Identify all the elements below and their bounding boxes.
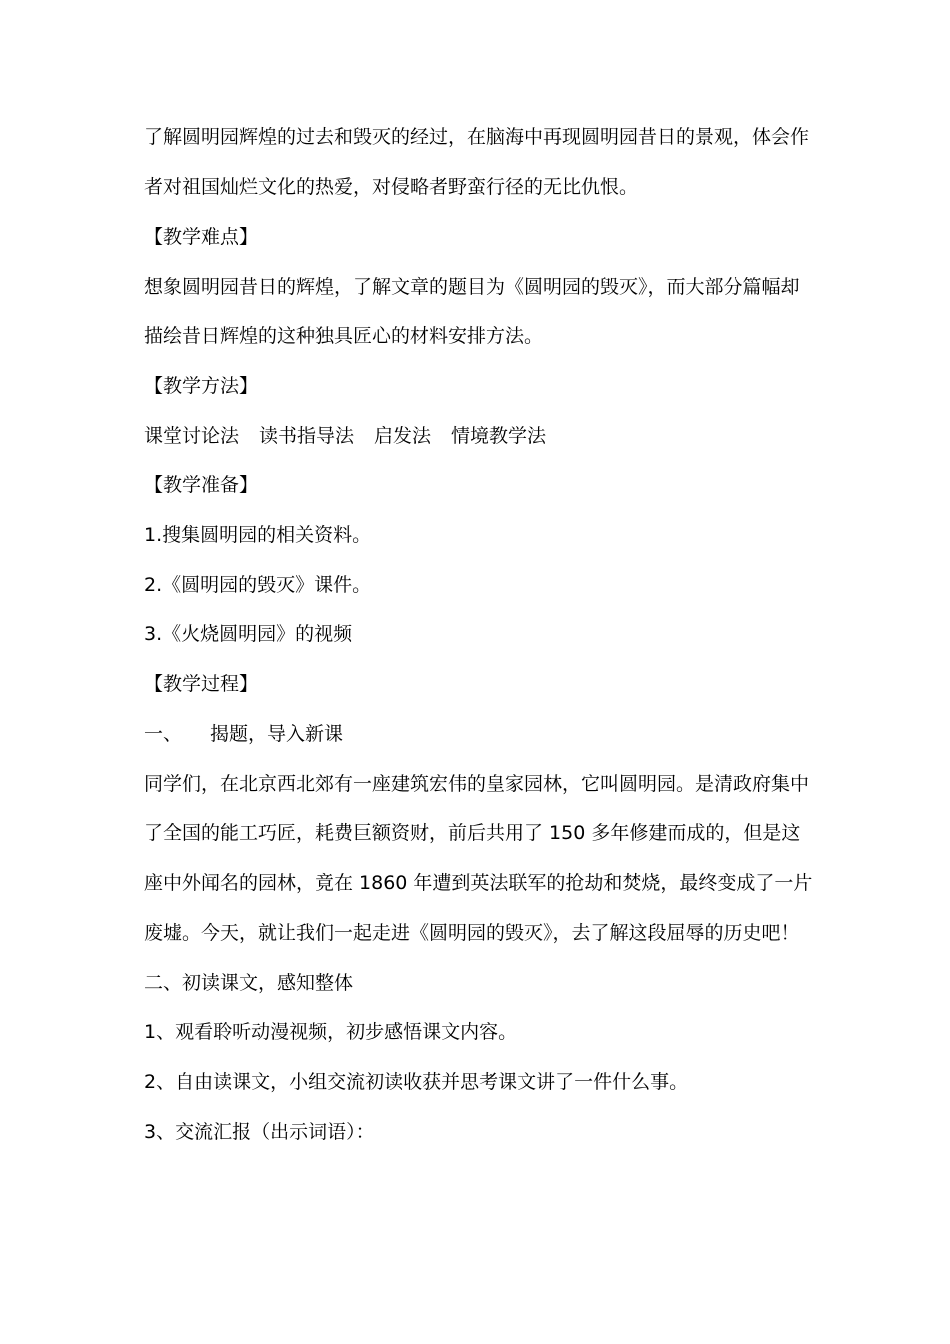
prep-item-3: 3.《火烧圆明园》的视频 [144,623,353,645]
method-item: 情境教学法 [451,425,547,447]
difficulty-heading: 【教学难点】 [144,226,259,248]
section-1-title: 揭题，导入新课 [210,723,344,745]
method-item: 读书指导法 [259,425,355,447]
method-list [144,423,814,449]
step-3: 3、交流汇报（出示词语）： [144,1121,375,1143]
method-heading: 【教学方法】 [144,375,259,397]
intro-line-3: 座中外闻名的园林，竟在 1860 年遭到英法联军的抢劫和焚烧，最终变成了一片 [144,872,813,894]
method-item: 启发法 [374,425,432,447]
section-2-heading: 二、初读课文，感知整体 [144,972,354,994]
difficulty-line-1: 想象圆明园昔日的辉煌，了解文章的题目为《圆明园的毁灭》，而大部分篇幅却 [144,276,800,298]
process-heading: 【教学过程】 [144,673,259,695]
prep-heading: 【教学准备】 [144,474,259,496]
method-item: 课堂讨论法 [144,425,240,447]
objective-line-1: 了解圆明园辉煌的过去和毁灭的经过，在脑海中再现圆明园昔日的景观，体会作 [144,126,810,148]
intro-line-1: 同学们，在北京西北郊有一座建筑宏伟的皇家园林，它叫圆明园。是清政府集中 [144,773,810,795]
section-1-heading [144,721,814,747]
section-1-number: 一、 [144,723,183,745]
intro-line-4: 废墟。今天，就让我们一起走进《圆明园的毁灭》，去了解这段屈辱的历史吧！ [144,922,800,944]
prep-item-1: 1.搜集圆明园的相关资料。 [144,524,372,546]
difficulty-line-2: 描绘昔日辉煌的这种独具匠心的材料安排方法。 [144,325,544,347]
step-1: 1、观看聆听动漫视频，初步感悟课文内容。 [144,1021,518,1043]
intro-line-2: 了全国的能工巧匠，耗费巨额资财，前后共用了 150 多年修建而成的，但是这 [144,822,801,844]
step-2: 2、自由读课文，小组交流初读收获并思考课文讲了一件什么事。 [144,1071,689,1093]
objective-line-2: 者对祖国灿烂文化的热爱，对侵略者野蛮行径的无比仇恨。 [144,176,639,198]
prep-item-2: 2.《圆明园的毁灭》课件。 [144,574,372,596]
